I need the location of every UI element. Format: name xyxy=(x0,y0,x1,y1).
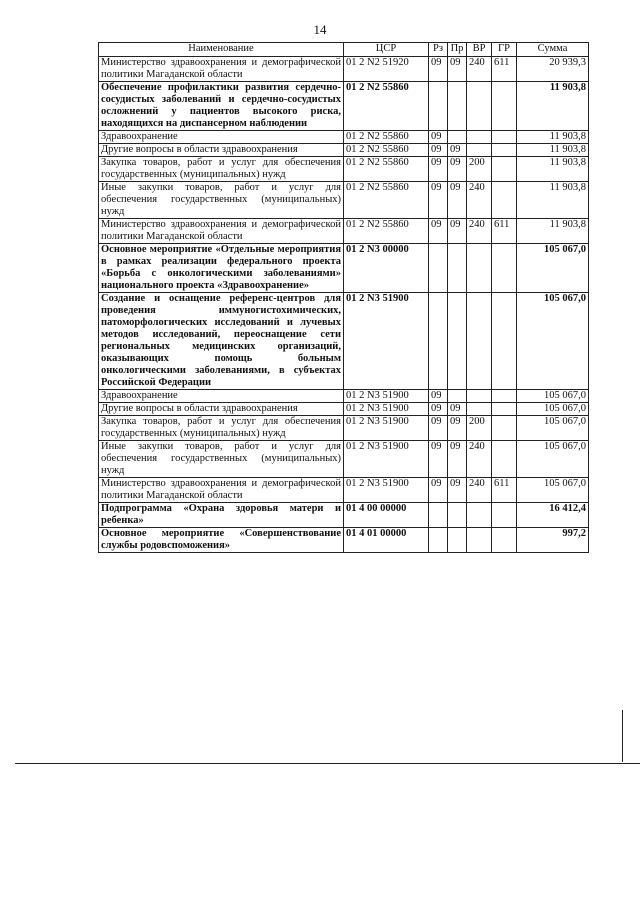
cell-gr: 611 xyxy=(492,57,517,82)
budget-table xyxy=(98,42,589,553)
table-row xyxy=(99,244,589,293)
cell-rz: 09 xyxy=(429,219,448,244)
page-divider-line xyxy=(15,763,640,764)
cell-rz: 09 xyxy=(429,390,448,403)
cell-gr xyxy=(492,416,517,441)
cell-pr: 09 xyxy=(448,157,467,182)
cell-vr: 200 xyxy=(467,416,492,441)
cell-vr xyxy=(467,403,492,416)
table-row xyxy=(99,144,589,157)
cell-rz: 09 xyxy=(429,57,448,82)
cell-rz xyxy=(429,82,448,131)
table-row xyxy=(99,478,589,503)
cell-sum: 11 903,8 xyxy=(517,82,589,131)
cell-pr: 09 xyxy=(448,144,467,157)
cell-csr: 01 2 N2 55860 xyxy=(344,219,429,244)
cell-pr xyxy=(448,244,467,293)
cell-csr: 01 2 N3 00000 xyxy=(344,244,429,293)
cell-pr xyxy=(448,82,467,131)
page-number: 14 xyxy=(313,22,327,37)
cell-gr xyxy=(492,157,517,182)
cell-rz: 09 xyxy=(429,478,448,503)
cell-csr: 01 2 N3 51900 xyxy=(344,478,429,503)
cell-sum: 105 067,0 xyxy=(517,403,589,416)
cell-gr xyxy=(492,441,517,478)
table-row xyxy=(99,416,589,441)
table-row xyxy=(99,390,589,403)
cell-vr: 240 xyxy=(467,57,492,82)
cell-pr xyxy=(448,528,467,553)
table-row xyxy=(99,82,589,131)
cell-csr: 01 4 01 00000 xyxy=(344,528,429,553)
cell-vr: 240 xyxy=(467,478,492,503)
cell-rz xyxy=(429,244,448,293)
cell-pr xyxy=(448,131,467,144)
cell-rz: 09 xyxy=(429,403,448,416)
table-row xyxy=(99,182,589,219)
cell-pr: 09 xyxy=(448,57,467,82)
cell-sum: 11 903,8 xyxy=(517,144,589,157)
table-header-row xyxy=(99,43,589,57)
cell-gr xyxy=(492,528,517,553)
cell-gr xyxy=(492,244,517,293)
cell-csr: 01 2 N2 55860 xyxy=(344,157,429,182)
cell-rz: 09 xyxy=(429,144,448,157)
cell-name: Министерство здравоохранения и демографической политики Магаданской области xyxy=(99,478,344,503)
cell-rz: 09 xyxy=(429,182,448,219)
cell-gr xyxy=(492,503,517,528)
cell-rz xyxy=(429,503,448,528)
cell-gr xyxy=(492,131,517,144)
cell-pr xyxy=(448,293,467,390)
table-row xyxy=(99,131,589,144)
cell-csr: 01 4 00 00000 xyxy=(344,503,429,528)
cell-rz: 09 xyxy=(429,131,448,144)
header-rz: Рз xyxy=(429,43,448,57)
cell-name: Закупка товаров, работ и услуг для обеспечения государственных (муниципальных) нужд xyxy=(99,157,344,182)
margin-vertical-line xyxy=(622,710,623,762)
header-gr: ГР xyxy=(492,43,517,57)
cell-gr: 611 xyxy=(492,219,517,244)
cell-sum: 11 903,8 xyxy=(517,157,589,182)
cell-vr: 200 xyxy=(467,157,492,182)
cell-pr: 09 xyxy=(448,219,467,244)
cell-pr xyxy=(448,390,467,403)
cell-rz xyxy=(429,293,448,390)
cell-vr xyxy=(467,82,492,131)
header-name: Наименование xyxy=(99,43,344,57)
cell-sum: 105 067,0 xyxy=(517,441,589,478)
cell-pr: 09 xyxy=(448,416,467,441)
cell-name: Закупка товаров, работ и услуг для обеспечения государственных (муниципальных) нужд xyxy=(99,416,344,441)
cell-vr xyxy=(467,293,492,390)
cell-csr: 01 2 N2 55860 xyxy=(344,182,429,219)
cell-name: Создание и оснащение референс-центров для проведения иммуногистохимических, патоморфологических исследований и лучевых методов исследований, переоснащение сети региональных медицинских организаций, оказывающих помощь больным онкологическими заболеваниями, в субъектах Российской Федерации xyxy=(99,293,344,390)
cell-pr: 09 xyxy=(448,403,467,416)
cell-sum: 16 412,4 xyxy=(517,503,589,528)
table-row xyxy=(99,57,589,82)
cell-csr: 01 2 N2 51920 xyxy=(344,57,429,82)
table-row xyxy=(99,403,589,416)
cell-vr xyxy=(467,244,492,293)
cell-rz: 09 xyxy=(429,441,448,478)
cell-name: Министерство здравоохранения и демографической политики Магаданской области xyxy=(99,57,344,82)
cell-pr: 09 xyxy=(448,441,467,478)
cell-csr: 01 2 N3 51900 xyxy=(344,390,429,403)
cell-sum: 105 067,0 xyxy=(517,390,589,403)
cell-pr: 09 xyxy=(448,478,467,503)
cell-gr xyxy=(492,144,517,157)
table-row xyxy=(99,157,589,182)
cell-name: Основное мероприятие «Совершенствование службы родовспоможения» xyxy=(99,528,344,553)
cell-csr: 01 2 N3 51900 xyxy=(344,403,429,416)
cell-sum: 105 067,0 xyxy=(517,416,589,441)
cell-name: Иные закупки товаров, работ и услуг для обеспечения государственных (муниципальных) нужд xyxy=(99,182,344,219)
cell-vr xyxy=(467,131,492,144)
cell-csr: 01 2 N3 51900 xyxy=(344,441,429,478)
cell-name: Основное мероприятие «Отдельные мероприятия в рамках реализации федерального проекта «Борьба с онкологическими заболеваниями» национального проекта «Здравоохранение» xyxy=(99,244,344,293)
cell-gr xyxy=(492,182,517,219)
table-row xyxy=(99,293,589,390)
cell-gr xyxy=(492,390,517,403)
cell-gr: 611 xyxy=(492,478,517,503)
cell-rz xyxy=(429,528,448,553)
cell-vr xyxy=(467,390,492,403)
cell-vr: 240 xyxy=(467,182,492,219)
cell-vr xyxy=(467,144,492,157)
cell-pr xyxy=(448,503,467,528)
cell-name: Подпрограмма «Охрана здоровья матери и ребенка» xyxy=(99,503,344,528)
cell-rz: 09 xyxy=(429,416,448,441)
cell-vr xyxy=(467,503,492,528)
table-row xyxy=(99,503,589,528)
cell-sum: 11 903,8 xyxy=(517,182,589,219)
table-row xyxy=(99,441,589,478)
header-vr: ВР xyxy=(467,43,492,57)
cell-vr xyxy=(467,528,492,553)
table-row xyxy=(99,219,589,244)
cell-name: Здравоохранение xyxy=(99,131,344,144)
cell-sum: 11 903,8 xyxy=(517,131,589,144)
cell-csr: 01 2 N3 51900 xyxy=(344,293,429,390)
cell-sum: 11 903,8 xyxy=(517,219,589,244)
cell-name: Здравоохранение xyxy=(99,390,344,403)
cell-name: Другие вопросы в области здравоохранения xyxy=(99,403,344,416)
cell-csr: 01 2 N3 51900 xyxy=(344,416,429,441)
cell-csr: 01 2 N2 55860 xyxy=(344,82,429,131)
cell-gr xyxy=(492,293,517,390)
cell-sum: 997,2 xyxy=(517,528,589,553)
cell-vr: 240 xyxy=(467,219,492,244)
cell-sum: 105 067,0 xyxy=(517,244,589,293)
cell-pr: 09 xyxy=(448,182,467,219)
cell-sum: 105 067,0 xyxy=(517,293,589,390)
cell-sum: 20 939,3 xyxy=(517,57,589,82)
header-csr: ЦСР xyxy=(344,43,429,57)
cell-name: Министерство здравоохранения и демографической политики Магаданской области xyxy=(99,219,344,244)
table-row xyxy=(99,528,589,553)
cell-gr xyxy=(492,403,517,416)
cell-csr: 01 2 N2 55860 xyxy=(344,131,429,144)
cell-vr: 240 xyxy=(467,441,492,478)
cell-gr xyxy=(492,82,517,131)
cell-rz: 09 xyxy=(429,157,448,182)
cell-name: Другие вопросы в области здравоохранения xyxy=(99,144,344,157)
cell-name: Иные закупки товаров, работ и услуг для обеспечения государственных (муниципальных) нужд xyxy=(99,441,344,478)
header-sum: Сумма xyxy=(517,43,589,57)
cell-sum: 105 067,0 xyxy=(517,478,589,503)
cell-csr: 01 2 N2 55860 xyxy=(344,144,429,157)
cell-name: Обеспечение профилактики развития сердечно-сосудистых заболеваний и сердечно-сосудистых осложнений у пациентов высокого риска, находящихся на диспансерном наблюдении xyxy=(99,82,344,131)
header-pr: Пр xyxy=(448,43,467,57)
